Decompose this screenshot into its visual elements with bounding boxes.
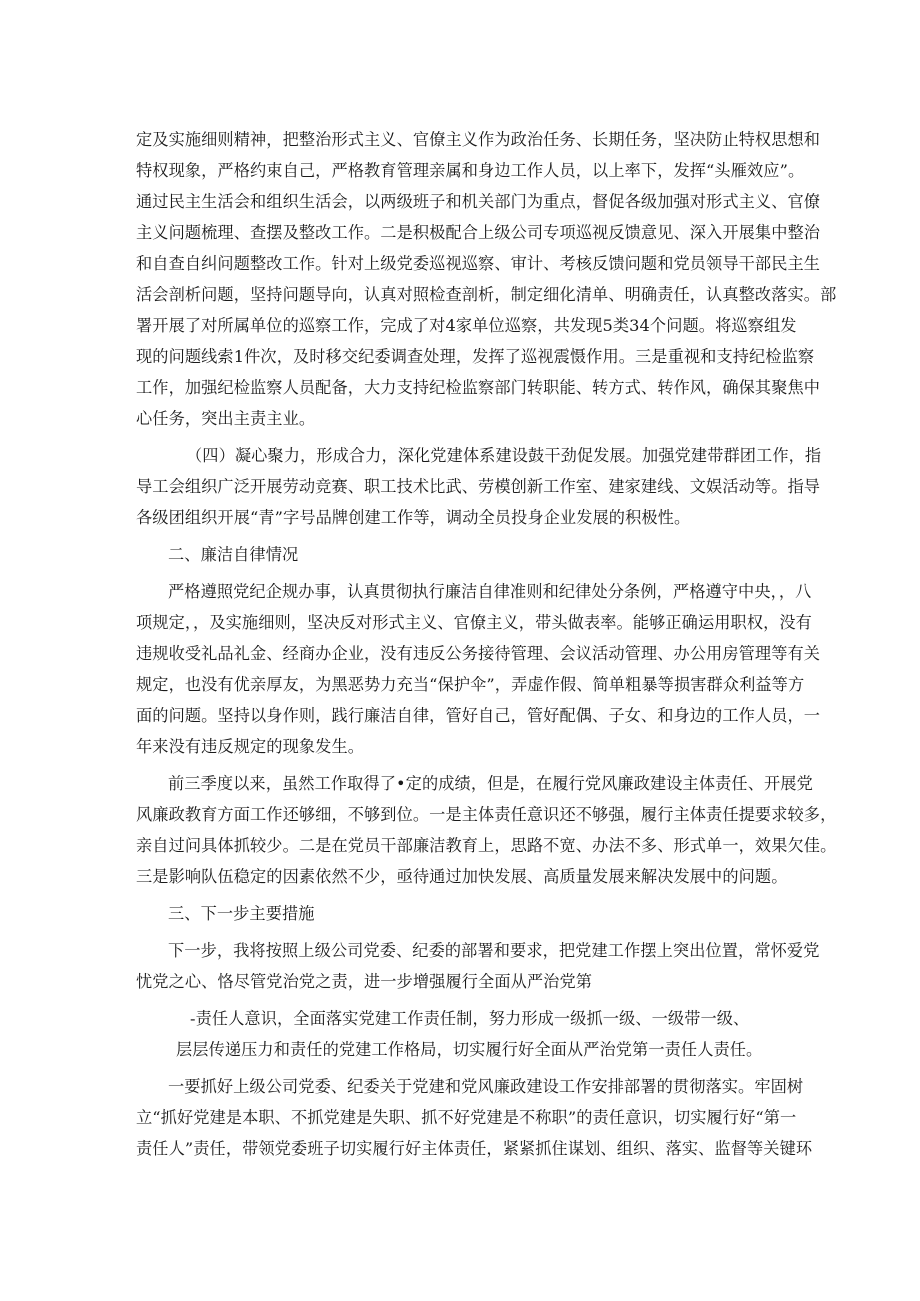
text-line: 年来没有违反规定的现象发生。 (136, 737, 365, 756)
text-line: 通过民主生活会和组织生活会，以两级班子和机关部门为重点，督促各级加强对形式主义、官僚 (136, 192, 821, 211)
text-line: 层层传递压力和责任的党建工作格局，切实履行好全面从严治党第一责任人责任。 (176, 1040, 763, 1059)
text-line: 定及实施细则精神，把整治形式主义、官僚主义作为政治任务、长期任务，坚决防止特权思想和 (136, 130, 821, 149)
text-line: 前三季度以来，虽然工作取得了•定的成绩，但是，在履行党风廉政建设主体责任、开展党 (168, 774, 813, 793)
text-line: 一要抓好上级公司党委、纪委关于党建和党风廉政建设工作安排部署的贯彻落实。牢固树 (168, 1077, 804, 1096)
text-line: 主义问题梳理、查摆及整改工作。二是积极配合上级公司专项巡视反馈意见、深入开展集中整治 (136, 223, 821, 242)
text-line: 严格遵照党纪企规办事，认真贯彻执行廉洁自律准则和纪律处分条例，严格遵守中央，，八 (168, 582, 812, 601)
text-line: 规定，也没有优亲厚友，为黑恶势力充当“保护伞”，弄虚作假、简单粗暴等损害群众利益等方 (136, 675, 805, 694)
text-line: 特权现象，严格约束自己，严格教育管理亲属和身边工作人员，以上率下，发挥“头雁效应”。 (136, 161, 805, 180)
text-line: -责任人意识，全面落实党建工作责任制，努力形成一级抓一级、一级带一级、 (190, 1009, 750, 1028)
section-heading: 二、廉洁自律情况 (168, 545, 299, 564)
text-line: 违规收受礼品礼金、经商办企业，没有违反公务接待管理、会议活动管理、办公用房管理等有关 (136, 644, 821, 663)
section-heading: 三、下一步主要措施 (168, 904, 315, 923)
text-line: 心任务，突出主责主业。 (136, 409, 316, 428)
text-line: 导工会组织广泛开展劳动竞赛、职工技术比武、劳模创新工作室、建家建线、文娱活动等。指导 (136, 477, 821, 496)
text-line: 风廉政教育方面工作还够细，不够到位。一是主体责任意识还不够强，履行主体责任提要求较多， (136, 805, 837, 824)
text-line: 忧党之心、恪尽管党治党之责，进一步增强履行全面从严治党第 (136, 972, 593, 991)
text-line: 各级团组织开展“青”字号品牌创建工作等，调动全员投身企业发展的积极性。 (136, 508, 691, 527)
text-line: 立“抓好党建是本职、不抓党建是失职、抓不好党建是不称职”的责任意识，切实履行好“第一 (136, 1108, 797, 1127)
text-line: 署开展了对所属单位的巡察工作，完成了对4家单位巡察，共发现5类34个问题。将巡察组发 (136, 316, 797, 335)
text-line: 项规定，，及实施细则，坚决反对形式主义、官僚主义，带头做表率。能够正确运用职权，没有 (136, 613, 812, 632)
text-line: 亲自过问具体抓较少。二是在党员干部廉洁教育上，思路不宽、办法不多、形式单一，效果欠佳。 (136, 836, 837, 855)
text-line: 三是影响队伍稳定的因素依然不少，亟待通过加快发展、高质量发展来解决发展中的问题。 (136, 867, 788, 886)
text-line: 下一步，我将按照上级公司党委、纪委的部署和要求，把党建工作摆上突出位置，常怀爱党 (168, 941, 820, 960)
text-line: 工作，加强纪检监察人员配备，大力支持纪检监察部门转职能、转方式、转作风，确保其聚焦中 (136, 378, 821, 397)
text-line: 和自查自纠问题整改工作。针对上级党委巡视巡察、审计、考核反馈问题和党员领导干部民主生 (136, 254, 821, 273)
text-line: 责任人”责任，带领党委班子切实履行好主体责任，紧紧抓住谋划、组织、落实、监督等关键环 (136, 1139, 813, 1158)
text-line: 面的问题。坚持以身作则，践行廉洁自律，管好自己，管好配偶、子女、和身边的工作人员，一 (136, 706, 821, 725)
text-line: 现的问题线索1件次，及时移交纪委调查处理，发挥了巡视震慑作用。三是重视和支持纪检监察 (136, 347, 815, 366)
text-line: （四）凝心聚力，形成合力，深化党建体系建设鼓干劲促发展。加强党建带群团工作，指 (186, 446, 822, 465)
text-line: 活会剖析问题，坚持问题导向，认真对照检查剖析，制定细化清单、明确责任，认真整改落实。部 (136, 285, 837, 304)
